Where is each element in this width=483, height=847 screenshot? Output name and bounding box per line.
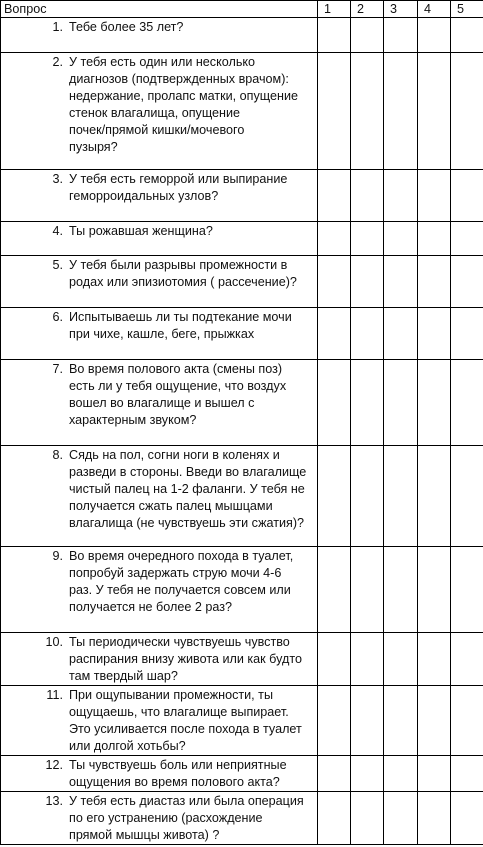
score-cell-1[interactable] [318, 446, 351, 547]
score-cell-3[interactable] [384, 792, 418, 845]
question-cell [1, 446, 318, 547]
question-row [1, 686, 483, 756]
score-cell-1[interactable] [318, 18, 351, 53]
question-number: 8. [52, 448, 63, 462]
question-cell [1, 547, 318, 633]
score-header-1: 1 [318, 1, 351, 18]
score-cell-4[interactable] [418, 446, 451, 547]
score-cell-4[interactable] [418, 170, 451, 222]
question-row [1, 256, 483, 308]
score-cell-4[interactable] [418, 360, 451, 446]
score-cell-2[interactable] [351, 792, 384, 845]
question-row [1, 633, 483, 686]
score-cell-4[interactable] [418, 18, 451, 53]
score-cell-5[interactable] [451, 53, 483, 170]
question-text-line: разведи в стороны. Введи во влагалище [69, 465, 307, 479]
score-cell-3[interactable] [384, 308, 418, 360]
question-text-line: Испытываешь ли ты подтекание мочи [69, 310, 292, 324]
score-cell-1[interactable] [318, 53, 351, 170]
score-cell-1[interactable] [318, 686, 351, 756]
score-cell-2[interactable] [351, 222, 384, 256]
score-cell-4[interactable] [418, 686, 451, 756]
score-cell-2[interactable] [351, 308, 384, 360]
question-cell [1, 308, 318, 360]
question-text-line: У тебя есть диастаз или была операция [69, 794, 304, 808]
score-cell-1[interactable] [318, 308, 351, 360]
question-text-line: по его устранению (расхождение [69, 811, 263, 825]
score-cell-1[interactable] [318, 256, 351, 308]
question-text-line: У тебя были разрывы промежности в [69, 258, 288, 272]
question-text-line: При ощупывании промежности, ты [69, 688, 273, 702]
question-text-line: вошел во влагалище и вышел с [69, 396, 255, 410]
score-cell-4[interactable] [418, 547, 451, 633]
question-text-line: или долгой хотьбы? [69, 739, 186, 753]
question-row [1, 18, 483, 53]
question-text-line: характерным звуком? [69, 413, 197, 427]
score-cell-2[interactable] [351, 53, 384, 170]
question-text-line: попробуй задержать струю мочи 4-6 [69, 566, 282, 580]
score-cell-2[interactable] [351, 547, 384, 633]
score-cell-4[interactable] [418, 633, 451, 686]
score-cell-3[interactable] [384, 256, 418, 308]
question-text-line: пузыря? [69, 140, 118, 154]
question-text-line: есть ли у тебя ощущение, что воздух [69, 379, 287, 393]
score-cell-3[interactable] [384, 633, 418, 686]
score-cell-2[interactable] [351, 633, 384, 686]
question-cell [1, 686, 318, 756]
score-cell-1[interactable] [318, 547, 351, 633]
question-text-line: Это усиливается после похода в туалет [69, 722, 302, 736]
question-cell [1, 170, 318, 222]
question-number: 9. [52, 549, 63, 563]
question-number: 13. [45, 794, 63, 808]
score-cell-2[interactable] [351, 256, 384, 308]
question-text-line: ощущения во время полового акта? [69, 775, 280, 789]
question-cell [1, 256, 318, 308]
score-cell-1[interactable] [318, 792, 351, 845]
question-text-line: Ты рожавшая женщина? [69, 224, 213, 238]
question-number: 11. [46, 688, 63, 702]
score-cell-5[interactable] [451, 686, 483, 756]
question-row [1, 547, 483, 633]
question-number: 6. [52, 310, 63, 324]
question-row [1, 222, 483, 256]
question-text-line: диагнозов (подтвержденных врачом): [69, 72, 289, 86]
question-text-line: чистый палец на 1-2 фаланги. У тебя не [69, 482, 305, 496]
score-cell-2[interactable] [351, 446, 384, 547]
score-cell-5[interactable] [451, 256, 483, 308]
score-cell-3[interactable] [384, 360, 418, 446]
question-number: 5. [52, 258, 63, 272]
score-cell-4[interactable] [418, 792, 451, 845]
question-number: 7. [52, 362, 63, 376]
header-row [1, 1, 483, 18]
score-cell-5[interactable] [451, 308, 483, 360]
score-cell-1[interactable] [318, 360, 351, 446]
question-text-line: Ты чувствуешь боль или неприятные [69, 758, 287, 772]
score-cell-5[interactable] [451, 792, 483, 845]
question-text-line: ощущаешь, что влагалище выпирает. [69, 705, 289, 719]
score-cell-5[interactable] [451, 360, 483, 446]
question-number: 10. [45, 635, 63, 649]
question-text-line: Во время полового акта (смены поз) [69, 362, 283, 376]
score-cell-1[interactable] [318, 170, 351, 222]
question-text-line: получается сжать палец мышцами [69, 499, 273, 513]
score-cell-2[interactable] [351, 360, 384, 446]
question-text-line: У тебя есть геморрой или выпирание [69, 172, 288, 186]
question-row [1, 792, 483, 845]
question-number: 1. [52, 20, 63, 34]
question-text-line: при чихе, кашле, беге, прыжках [69, 327, 255, 341]
question-text-line: почек/прямой кишки/мочевого [69, 123, 245, 137]
score-cell-3[interactable] [384, 222, 418, 256]
question-cell [1, 792, 318, 845]
question-number: 2. [52, 55, 63, 69]
question-number: 12. [45, 758, 63, 772]
question-row [1, 446, 483, 547]
question-row [1, 360, 483, 446]
score-cell-2[interactable] [351, 170, 384, 222]
score-header-5: 5 [451, 1, 483, 18]
question-row [1, 308, 483, 360]
question-text-line: там твердый шар? [69, 669, 178, 683]
question-text-line: У тебя есть один или несколько [69, 55, 256, 69]
question-cell [1, 222, 318, 256]
score-cell-5[interactable] [451, 756, 483, 792]
question-cell [1, 756, 318, 792]
question-cell [1, 633, 318, 686]
score-cell-2[interactable] [351, 756, 384, 792]
score-cell-3[interactable] [384, 547, 418, 633]
question-cell [1, 18, 318, 53]
question-text-line: Ты периодически чувствуешь чувство [69, 635, 290, 649]
question-text-line: стенок влагалища, опущение [69, 106, 241, 120]
score-cell-3[interactable] [384, 53, 418, 170]
score-cell-5[interactable] [451, 633, 483, 686]
question-text-line: раз. У тебя не получается совсем или [69, 583, 291, 597]
score-cell-3[interactable] [384, 170, 418, 222]
question-text-line: геморроидальных узлов? [69, 189, 219, 203]
question-text-line: Тебе более 35 лет? [69, 20, 184, 34]
question-row [1, 53, 483, 170]
score-cell-4[interactable] [418, 53, 451, 170]
score-cell-2[interactable] [351, 18, 384, 53]
question-number: 4. [52, 224, 63, 238]
score-header-2: 2 [351, 1, 384, 18]
question-row [1, 170, 483, 222]
score-cell-3[interactable] [384, 446, 418, 547]
score-cell-1[interactable] [318, 756, 351, 792]
score-cell-3[interactable] [384, 756, 418, 792]
score-header-3: 3 [384, 1, 418, 18]
score-cell-1[interactable] [318, 222, 351, 256]
question-cell [1, 360, 318, 446]
score-cell-1[interactable] [318, 633, 351, 686]
question-number: 3. [52, 172, 63, 186]
score-cell-5[interactable] [451, 446, 483, 547]
score-cell-4[interactable] [418, 308, 451, 360]
question-text-line: родах или эпизиотомия ( рассечение)? [69, 275, 297, 289]
score-cell-4[interactable] [418, 222, 451, 256]
score-cell-2[interactable] [351, 686, 384, 756]
score-cell-4[interactable] [418, 256, 451, 308]
question-column-header: Вопрос [1, 1, 318, 18]
score-cell-5[interactable] [451, 170, 483, 222]
score-cell-4[interactable] [418, 756, 451, 792]
question-cell [1, 53, 318, 170]
question-text-line: получается не более 2 раз? [69, 600, 232, 614]
score-cell-5[interactable] [451, 222, 483, 256]
question-text-line: влагалища (не чувствуешь эти сжатия)? [69, 516, 305, 530]
score-cell-3[interactable] [384, 686, 418, 756]
question-text-line: Сядь на пол, согни ноги в коленях и [69, 448, 280, 462]
score-cell-5[interactable] [451, 18, 483, 53]
question-row [1, 756, 483, 792]
score-header-4: 4 [418, 1, 451, 18]
question-text-line: недержание, пролапс матки, опущение [69, 89, 299, 103]
question-text-line: распирания внизу живота или как будто [69, 652, 302, 666]
score-cell-5[interactable] [451, 547, 483, 633]
question-text-line: прямой мышцы живота) ? [69, 828, 220, 842]
question-text-line: Во время очередного похода в туалет, [69, 549, 294, 563]
score-cell-3[interactable] [384, 18, 418, 53]
